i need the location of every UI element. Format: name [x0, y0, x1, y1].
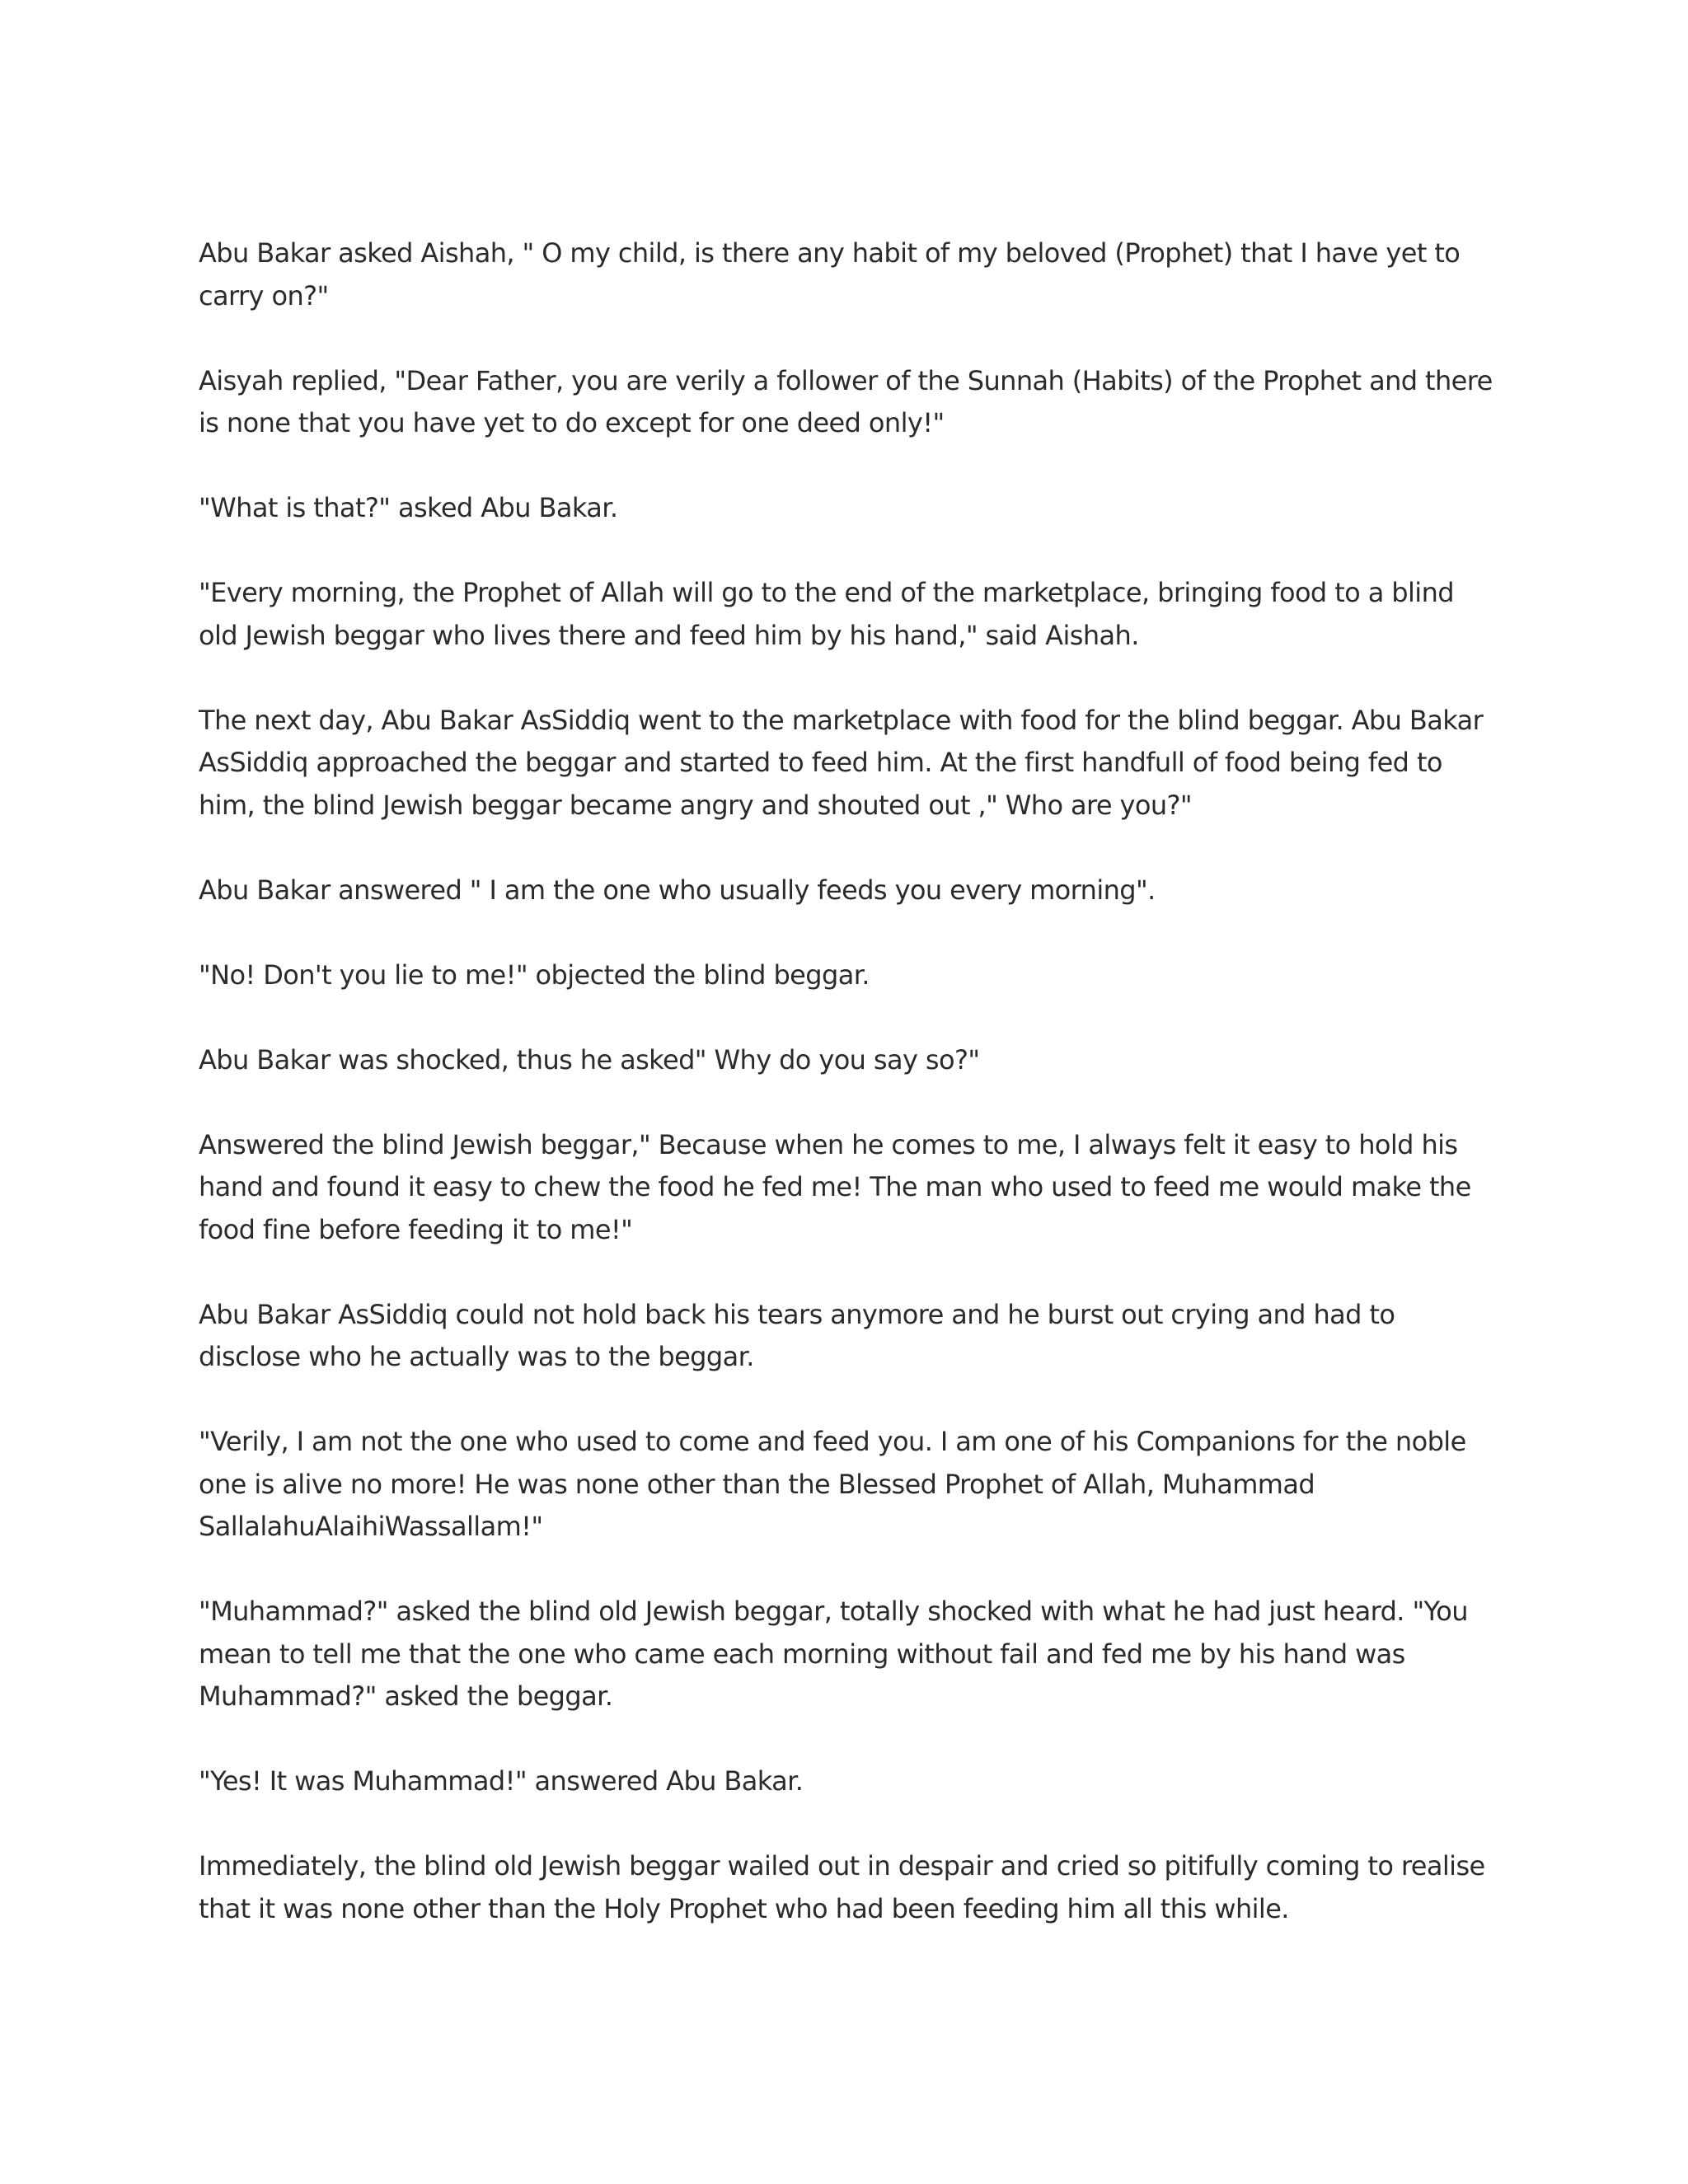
paragraph: Abu Bakar answered " I am the one who usually feeds you every morning".	[199, 874, 1156, 906]
paragraph: "Muhammad?" asked the blind old Jewish beggar, totally shocked with what he had just heard. "You mean to tell me that the one who came each morning without fail and fed me by his hand was Muhammad?" asked the beggar.	[199, 1596, 1468, 1712]
paragraph: Answered the blind Jewish beggar," Because when he comes to me, I always felt it easy to hold his hand and found it easy to chew the food he fed me! The man who used to feed me would make the food fine before feeding it to me!"	[199, 1128, 1471, 1245]
paragraph: Abu Bakar asked Aishah, " O my child, is there any habit of my beloved (Prophet) that I have yet to carry on?"	[199, 237, 1461, 312]
paragraph: The next day, Abu Bakar AsSiddiq went to the marketplace with food for the blind beggar. Abu Bakar AsSiddiq approached the beggar and started to feed him. At the first handfull of food being fed to him, the blind Jewish beggar became angry and shouted out ," Who are you?"	[199, 704, 1484, 821]
paragraph: Abu Bakar was shocked, thus he asked" Why do you say so?"	[199, 1043, 980, 1076]
paragraph: Aisyah replied, "Dear Father, you are verily a follower of the Sunnah (Habits) of the Prophet and there is none that you have yet to do except for one deed only!"	[199, 364, 1493, 438]
paragraph: Immediately, the blind old Jewish beggar wailed out in despair and cried so pitifully coming to realise that it was none other than the Holy Prophet who had been feeding him all this while.	[199, 1850, 1485, 1924]
document-body	[199, 232, 1497, 1930]
paragraph: Abu Bakar AsSiddiq could not hold back his tears anymore and he burst out crying and had to disclose who he actually was to the beggar.	[199, 1298, 1395, 1372]
paragraph: "Yes! It was Muhammad!" answered Abu Bakar.	[199, 1765, 804, 1797]
paragraph: "No! Don't you lie to me!" objected the blind beggar.	[199, 958, 870, 991]
paragraph: "Every morning, the Prophet of Allah will go to the end of the marketplace, bringing food to a blind old Jewish beggar who lives there and feed him by his hand," said Aishah.	[199, 577, 1454, 651]
paragraph: "Verily, I am not the one who used to come and feed you. I am one of his Companions for the noble one is alive no more! He was none other than the Blessed Prophet of Allah, Muhammad SallalahuAlaihiWassallam!"	[199, 1426, 1466, 1542]
paragraph: "What is that?" asked Abu Bakar.	[199, 492, 618, 523]
